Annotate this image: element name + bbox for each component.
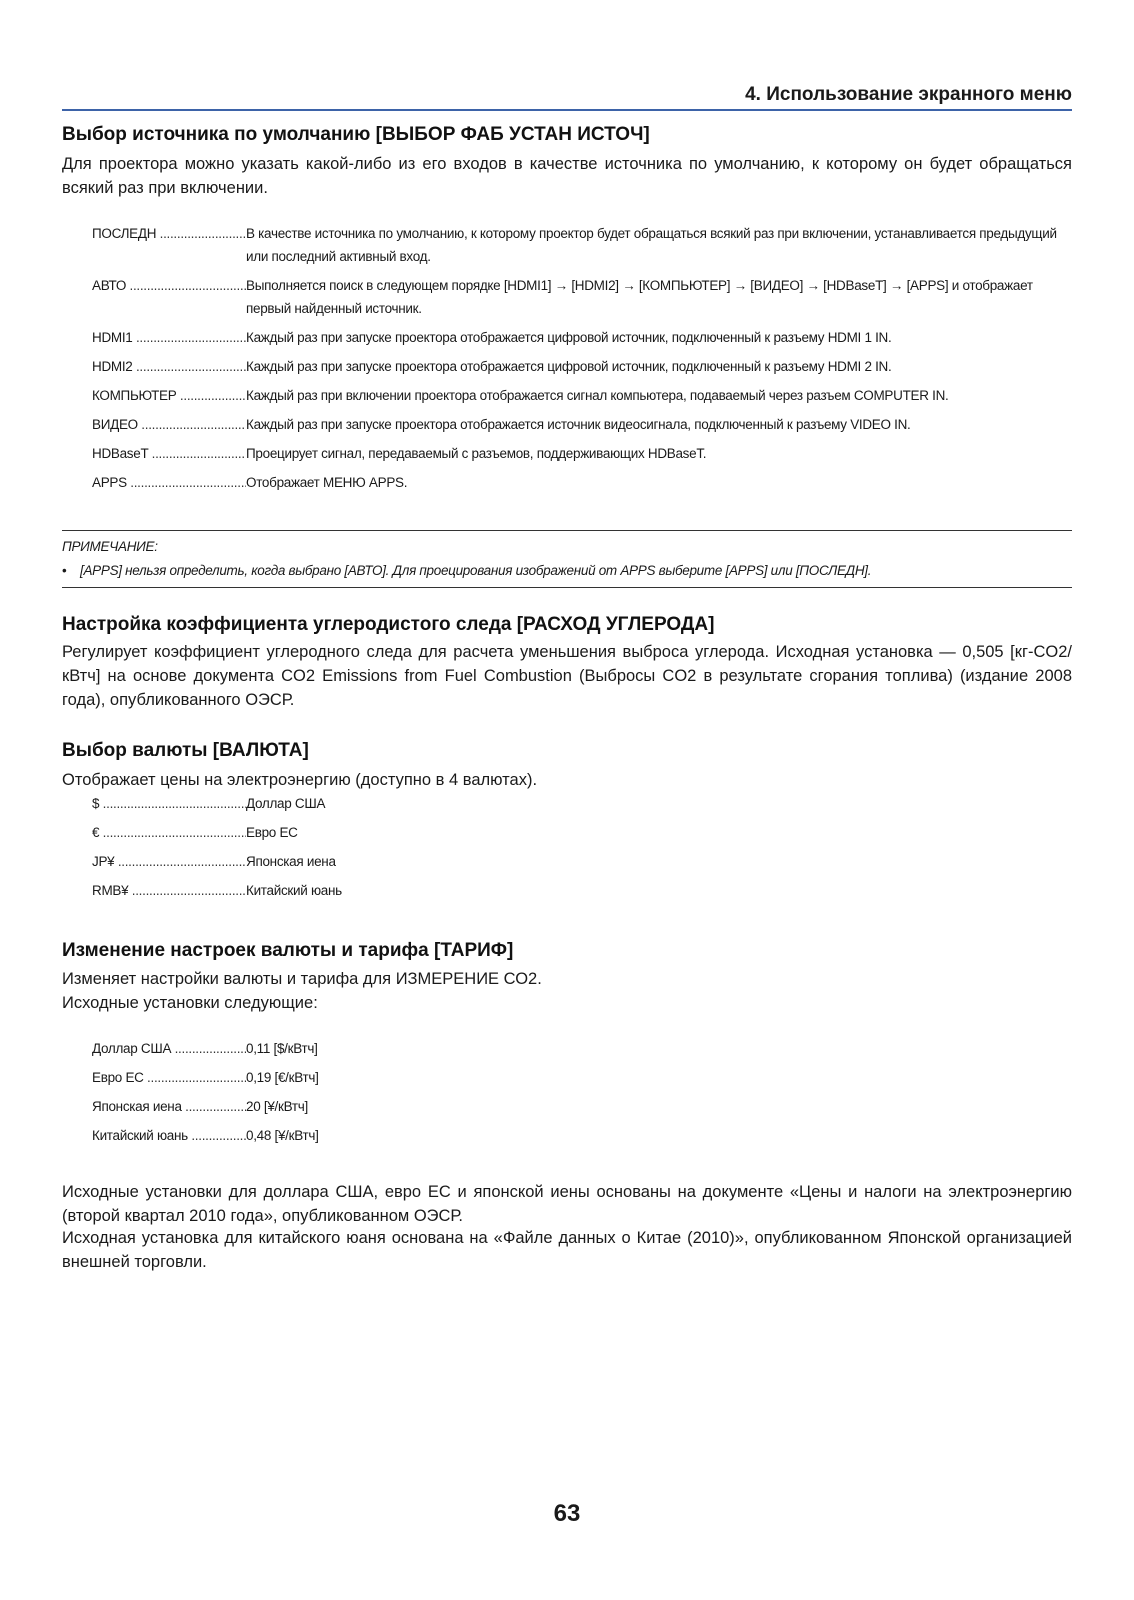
- list-item: [92, 850, 1072, 873]
- list-item: [92, 1095, 1072, 1118]
- tariff-currency: Китайский юань .....: [92, 1124, 246, 1147]
- list-item: [92, 471, 1072, 494]
- option-desc: Каждый раз при запуске проектора отображается цифровой источник, подключенный к разъему HDMI 1 IN.: [246, 330, 892, 345]
- option-desc: Каждый раз при запуске проектора отображается цифровой источник, подключенный к разъему HDMI 2 IN.: [246, 359, 892, 374]
- currency-symbol: RMB¥ .....: [92, 879, 246, 902]
- option-desc: В качестве источника по умолчанию, к которому проектор будет обращаться всякий раз при включении, устанавливается предыдущий или последний активный вход.: [246, 226, 1057, 264]
- list-item: [92, 413, 1072, 436]
- tariff-footer-1: Исходные установки для доллара США, евро ЕС и японской иены основаны на документе «Цены и налоги на электроэнергию (второй квартал 2010 года», опубликованном ОЭСР.: [62, 1183, 1072, 1225]
- option-term: HDMI1 .....: [92, 326, 246, 349]
- option-term: ВИДЕО .....: [92, 413, 246, 436]
- section-title-carbon: Настройка коэффициента углеродистого следа [РАСХОД УГЛЕРОДА]: [62, 614, 715, 635]
- tariff-value: 0,19 [€/кВтч]: [246, 1070, 319, 1085]
- list-item: [92, 222, 1072, 268]
- currency-name: Евро ЕС: [246, 825, 298, 840]
- list-item: [92, 274, 1072, 320]
- default-source-list: [92, 222, 1072, 494]
- page-number: 63: [553, 1500, 581, 1527]
- bullet-icon: •: [62, 563, 67, 578]
- list-item: [92, 879, 1072, 902]
- list-item: [92, 384, 1072, 407]
- option-desc: Каждый раз при включении проектора отображается сигнал компьютера, подаваемый через разъем COMPUTER IN.: [246, 388, 949, 403]
- option-desc: Каждый раз при запуске проектора отображается источник видеосигнала, подключенный к разъему VIDEO IN.: [246, 417, 911, 432]
- section-title-tariff: Изменение настроек валюты и тарифа [ТАРИФ]: [62, 940, 514, 961]
- list-item: [92, 326, 1072, 349]
- option-term: HDMI2 .....: [92, 355, 246, 378]
- note-box: [62, 530, 1072, 588]
- option-term: КОМПЬЮТЕР .....: [92, 384, 246, 407]
- list-item: [92, 792, 1072, 815]
- list-item: [92, 1124, 1072, 1147]
- tariff-footer-2: Исходная установка для китайского юаня основана на «Файле данных о Китае (2010)», опубликованном Японской организацией внешней торговли.: [62, 1229, 1072, 1271]
- option-term: ПОСЛЕДН .....: [92, 222, 246, 245]
- currency-intro: Отображает цены на электроэнергию (доступно в 4 валютах).: [62, 771, 538, 789]
- tariff-value: 0,11 [$/кВтч]: [246, 1041, 318, 1056]
- option-term: HDBaseT .....: [92, 442, 246, 465]
- option-term: APPS .....: [92, 471, 246, 494]
- list-item: [92, 1066, 1072, 1089]
- note-item: [62, 559, 1072, 583]
- tariff-currency: Евро ЕС .....: [92, 1066, 246, 1089]
- list-item: [92, 355, 1072, 378]
- tariff-list: [92, 1037, 1072, 1147]
- tariff-intro-2: Исходные установки следующие:: [62, 994, 318, 1012]
- currency-symbol: $ .....: [92, 792, 246, 815]
- option-term: АВТО .....: [92, 274, 246, 297]
- tariff-value: 20 [¥/кВтч]: [246, 1099, 308, 1114]
- list-item: [92, 442, 1072, 465]
- default-source-intro: Для проектора можно указать какой-либо из его входов в качестве источника по умолчанию, к которому он будет обращаться всякий раз при включении.: [62, 155, 1072, 197]
- list-item: [92, 1037, 1072, 1060]
- chapter-header: 4. Использование экранного меню: [62, 84, 1072, 111]
- note-text: [APPS] нельзя определить, когда выбрано [АВТО]. Для проецирования изображений от APPS выберите [APPS] или [ПОСЛЕДН].: [80, 563, 872, 578]
- tariff-currency: Доллар США .....: [92, 1037, 246, 1060]
- tariff-value: 0,48 [¥/кВтч]: [246, 1128, 319, 1143]
- option-desc: Отображает МЕНЮ APPS.: [246, 475, 408, 490]
- section-title-currency: Выбор валюты [ВАЛЮТА]: [62, 740, 309, 761]
- currency-list: [92, 792, 1072, 902]
- note-label: ПРИМЕЧАНИЕ:: [62, 539, 158, 554]
- currency-name: Китайский юань: [246, 883, 342, 898]
- carbon-text: Регулирует коэффициент углеродного следа для расчета уменьшения выброса углерода. Исходная установка — 0,505 [кг-CO2/кВтч] на основе документа CO2 Emissions from Fuel Combustion (Выбросы CO2 в результате сгорания топлива) (издание 2008 года), опубликованного ОЭСР.: [62, 643, 1072, 709]
- currency-name: Доллар США: [246, 796, 326, 811]
- option-desc: Проецирует сигнал, передаваемый с разъемов, поддерживающих HDBaseT.: [246, 446, 707, 461]
- currency-symbol: JP¥ .....: [92, 850, 246, 873]
- currency-name: Японская иена: [246, 854, 336, 869]
- tariff-intro-1: Изменяет настройки валюты и тарифа для ИЗМЕРЕНИЕ СО2.: [62, 970, 542, 988]
- option-desc: Выполняется поиск в следующем порядке [HDMI1] → [HDMI2] → [КОМПЬЮТЕР] → [ВИДЕО] → [HDBaseT] → [APPS] и отображает первый найденный источник.: [246, 278, 1033, 316]
- section-title-default-source: Выбор источника по умолчанию [ВЫБОР ФАБ УСТАН ИСТОЧ]: [62, 124, 650, 145]
- currency-symbol: € .....: [92, 821, 246, 844]
- tariff-currency: Японская иена .....: [92, 1095, 246, 1118]
- list-item: [92, 821, 1072, 844]
